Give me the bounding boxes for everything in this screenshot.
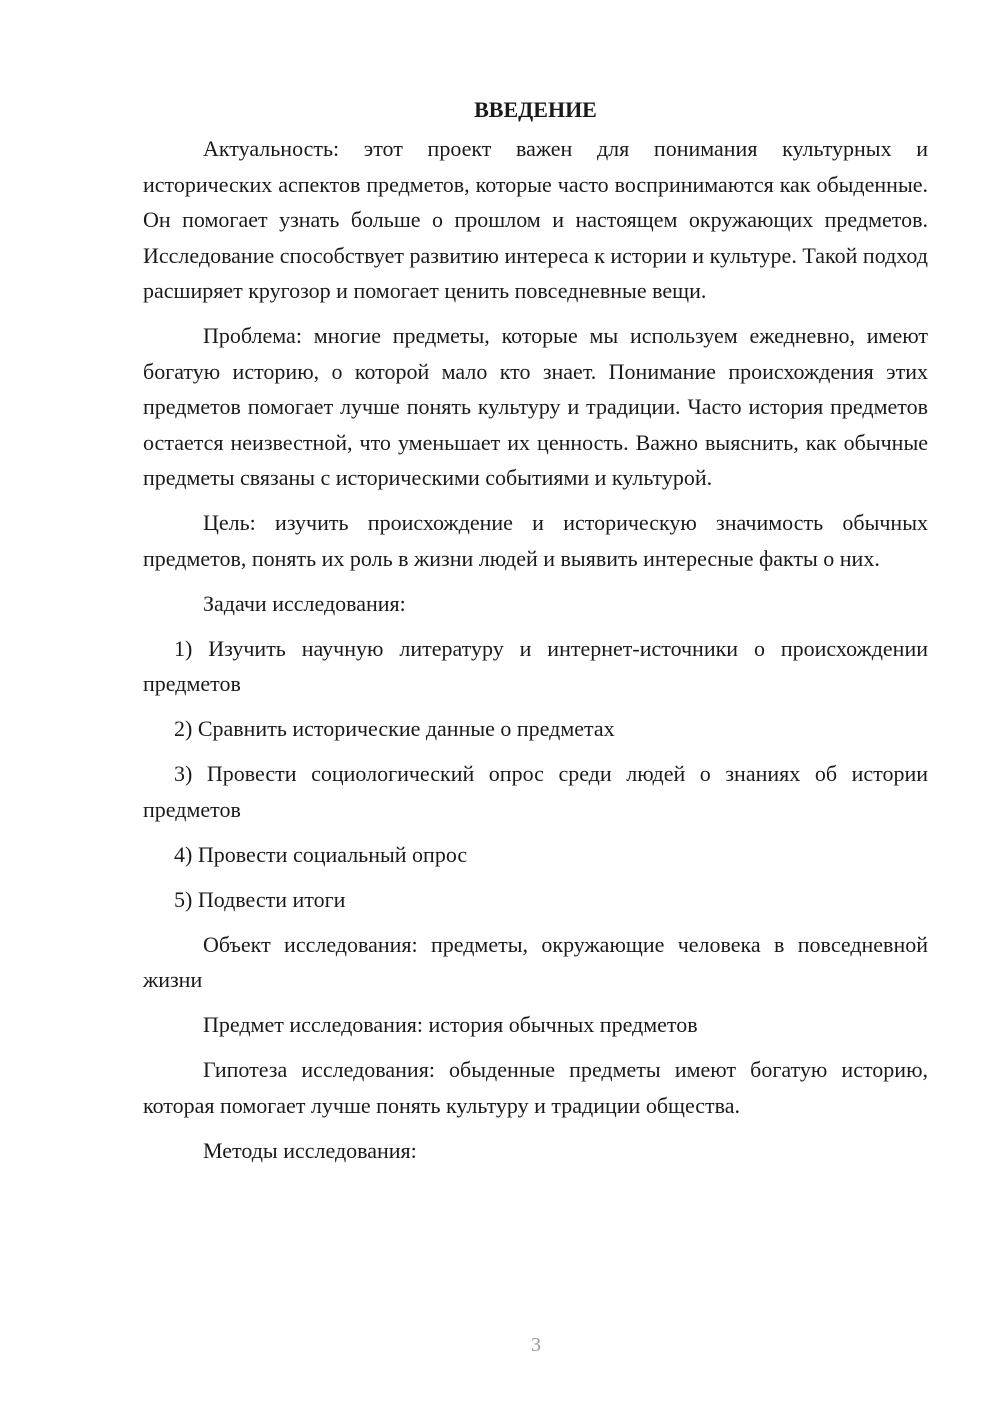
- goal-paragraph: Цель: изучить происхождение и историческую значимость обычных предметов, понять их роль в жизни людей и выявить интересные факты о них.: [143, 510, 928, 571]
- problem-paragraph: Проблема: многие предметы, которые мы используем ежедневно, имеют богатую историю, о которой мало кто знает. Понимание происхождения этих предметов помогает лучше понять культуру и традиции. Часто история предметов остается неизвестной, что уменьшает их ценность. Важно выяснить, как обычные предметы связаны с историческими событиями и культурой.: [143, 323, 928, 490]
- methods-heading: Методы исследования:: [203, 1137, 417, 1163]
- object-paragraph: Объект исследования: предметы, окружающие человека в повседневной жизни: [143, 931, 928, 992]
- relevance-paragraph: Актуальность: этот проект важен для понимания культурных и исторических аспектов предметов, которые часто воспринимаются как обыденные. Он помогает узнать больше о прошлом и настоящем окружающих предметов. Исследование способствует развитию интереса к истории и культуре. Такой подход расширяет кругозор и помогает ценить повседневные вещи.: [143, 136, 928, 303]
- section-title: ВВЕДЕНИЕ: [474, 97, 597, 122]
- hypothesis-paragraph: Гипотеза исследования: обыденные предметы имеют богатую историю, которая помогает лучше понять культуру и традиции общества.: [143, 1057, 928, 1118]
- page-number: 3: [531, 1334, 541, 1356]
- subject-paragraph: Предмет исследования: история обычных предметов: [203, 1012, 698, 1037]
- tasks-heading: Задачи исследования:: [203, 590, 406, 616]
- task-item: 5) Подвести итоги: [174, 886, 346, 912]
- task-item: 2) Сравнить исторические данные о предметах: [174, 716, 615, 741]
- task-item: 3) Провести социологический опрос среди людей о знаниях об истории предметов: [143, 761, 928, 822]
- task-item: 1) Изучить научную литературу и интернет-источники о происхождении предметов: [143, 635, 928, 696]
- document-page: [143, 95, 928, 1178]
- task-item: 4) Провести социальный опрос: [174, 841, 468, 867]
